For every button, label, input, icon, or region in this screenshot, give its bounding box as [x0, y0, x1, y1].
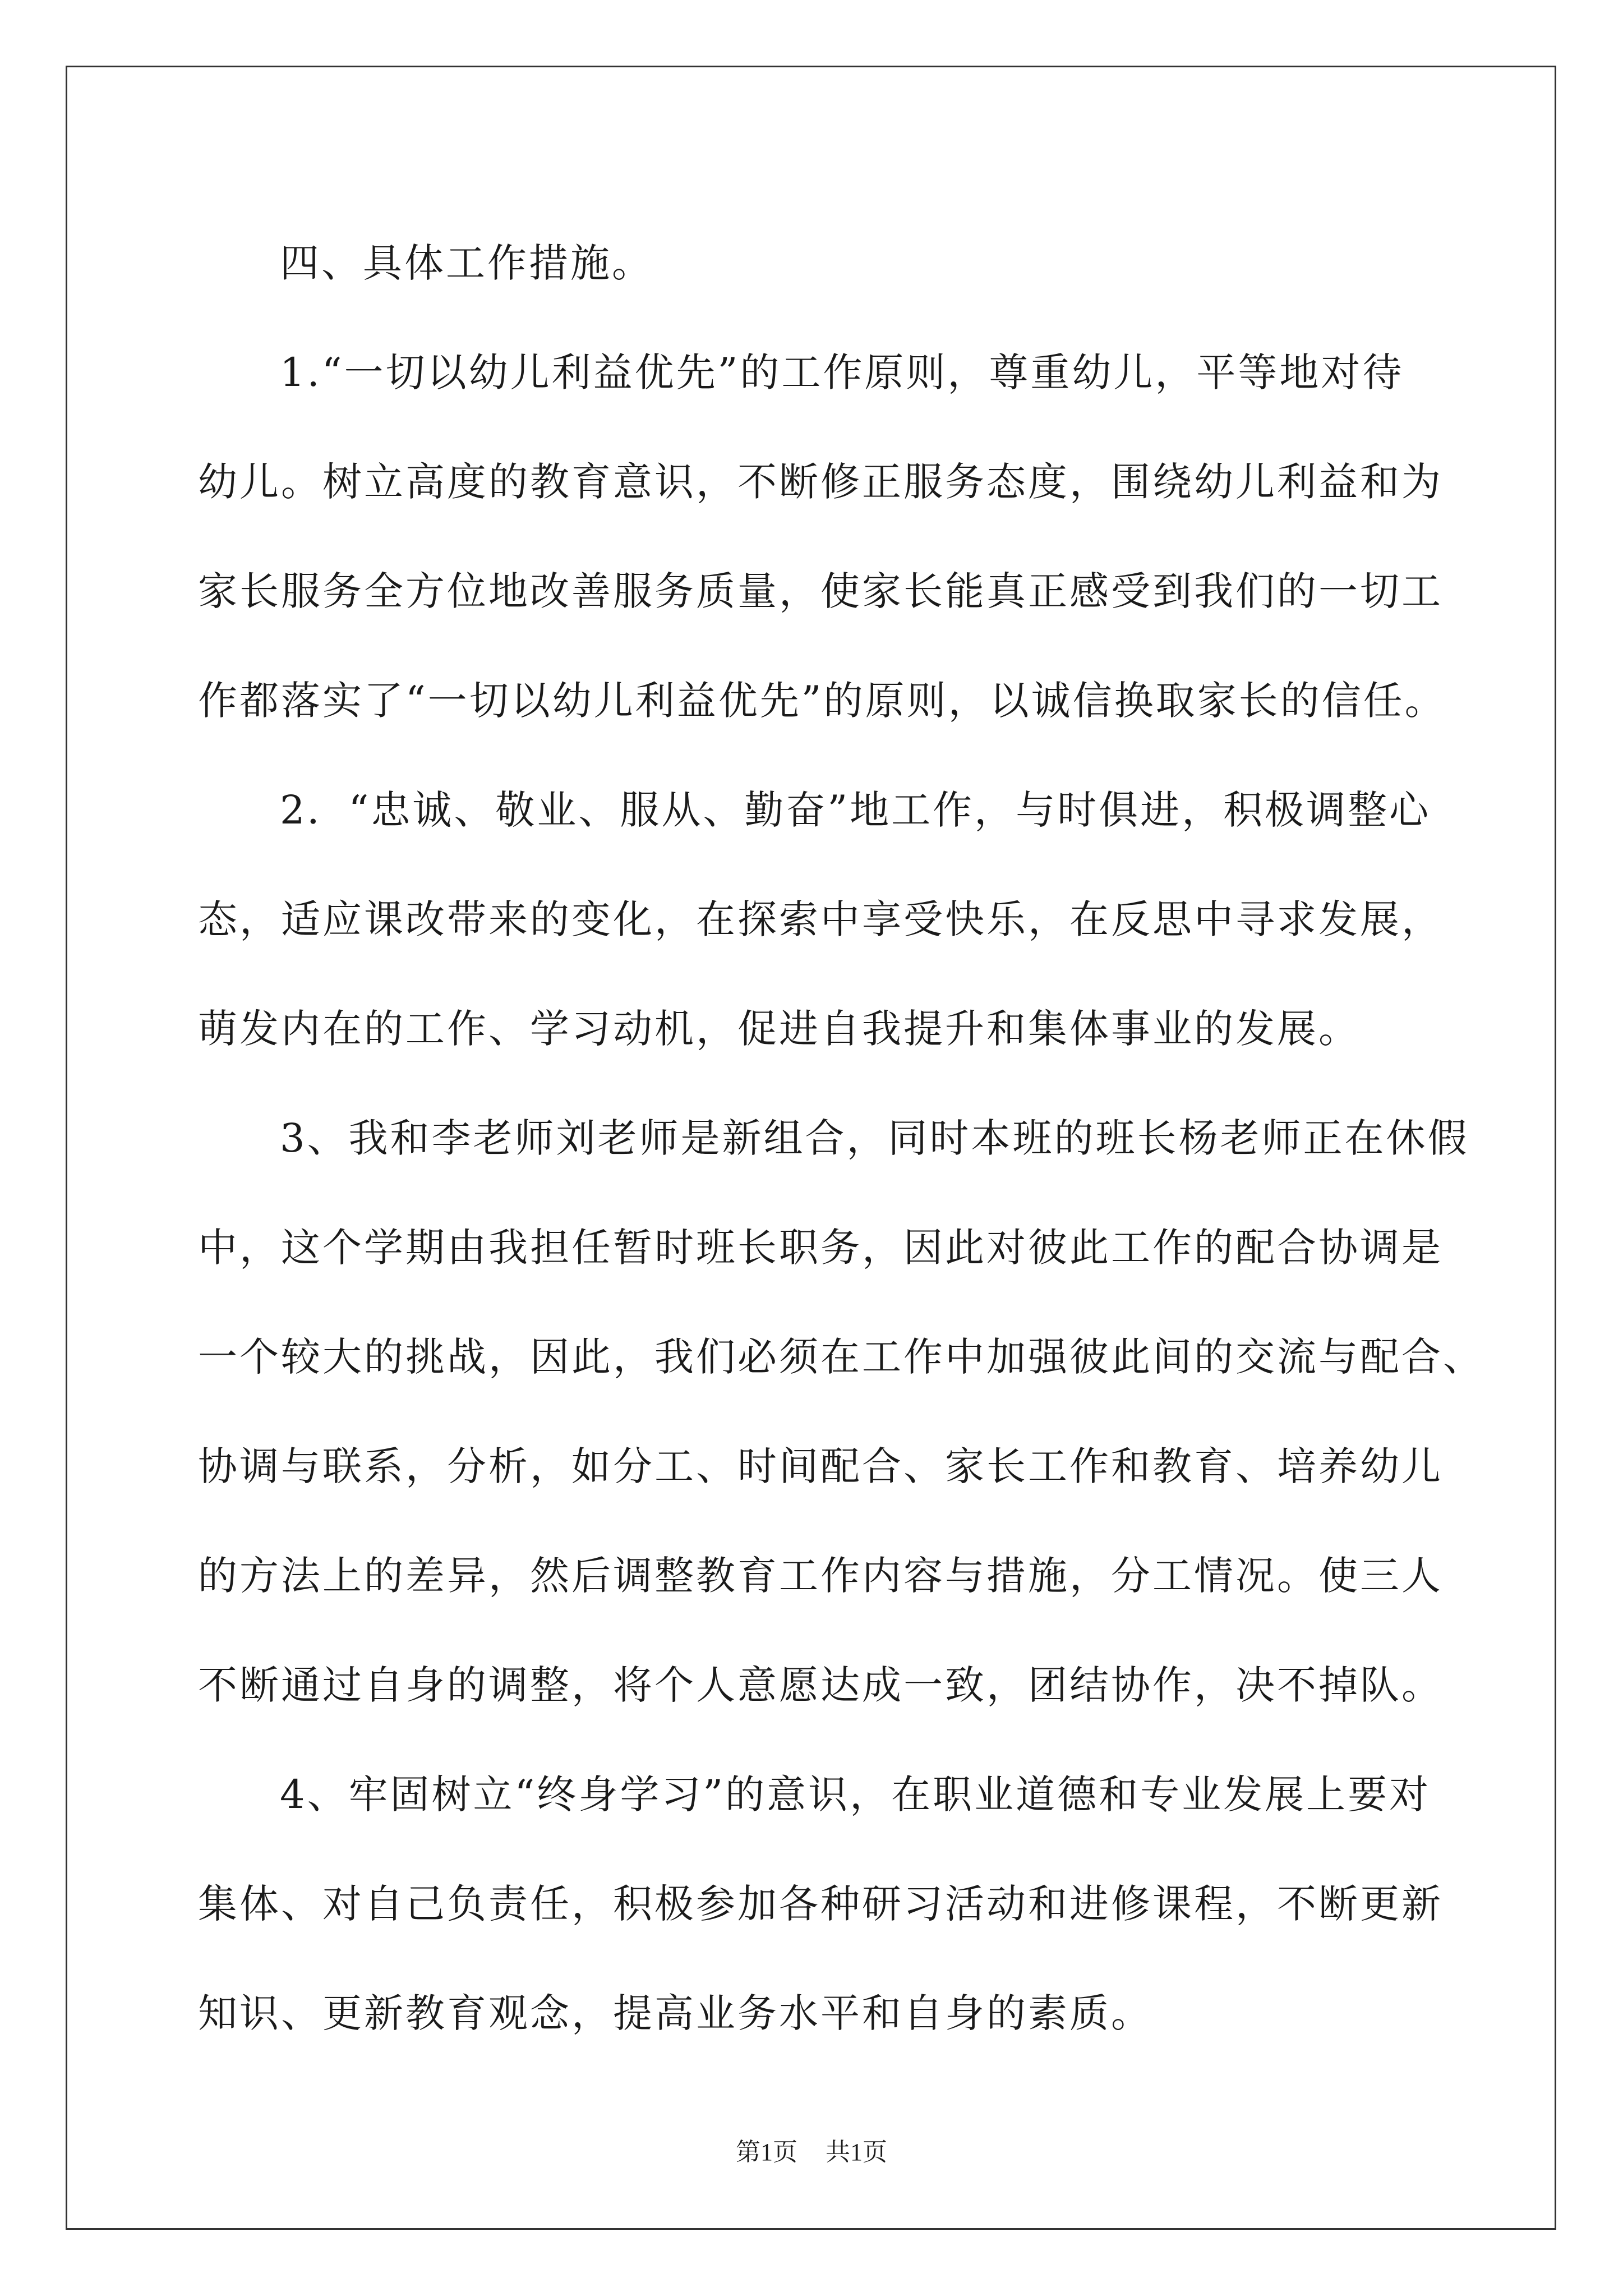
- page-number-current: 第1页: [736, 2138, 797, 2166]
- text-line: 2．“忠诚、敬业、服从、勤奋”地工作，与时俱进，积极调整心: [280, 787, 1431, 833]
- page-footer: [0, 2132, 1623, 2168]
- paragraph-heading: [198, 209, 1426, 318]
- text-line: 作都落实了“一切以幼儿利益优先”的原则，以诚信换取家长的信任。: [198, 678, 1446, 724]
- page-number-total: 共1页: [826, 2138, 887, 2166]
- text-line: 集体、对自己负责任，积极参加各种研习活动和进修课程，不断更新: [198, 1881, 1443, 1927]
- text-line: 家长服务全方位地改善服务质量，使家长能真正感受到我们的一切工: [198, 568, 1443, 614]
- document-body: [198, 209, 1484, 2068]
- text-line: 1.“一切以幼儿利益优先”的工作原则，尊重幼儿，平等地对待: [280, 349, 1404, 395]
- paragraph-3: [198, 1084, 1484, 1740]
- text-line: 的方法上的差异，然后调整教育工作内容与措施，分工情况。使三人: [198, 1553, 1443, 1599]
- text-line: 中，这个学期由我担任暂时班长职务，因此对彼此工作的配合协调是: [198, 1225, 1443, 1271]
- text-line: 幼儿。树立高度的教育意识，不断修正服务态度，围绕幼儿利益和为: [198, 459, 1443, 505]
- text-line: 知识、更新教育观念，提高业务水平和自身的素质。: [198, 1990, 1152, 2036]
- text-line: 不断通过自身的调整，将个人意愿达成一致，团结协作，决不掉队。: [198, 1662, 1443, 1708]
- text-line: 四、具体工作措施。: [280, 240, 653, 286]
- paragraph-4: [198, 1740, 1443, 2068]
- text-line: 态，适应课改带来的变化，在探索中享受快乐，在反思中寻求发展，: [198, 896, 1443, 942]
- text-line: 萌发内在的工作、学习动机，促进自我提升和集体事业的发展。: [198, 1006, 1360, 1052]
- text-line: 4、牢固树立“终身学习”的意识，在职业道德和专业发展上要对: [280, 1772, 1431, 1818]
- paragraph-2: [198, 756, 1443, 1084]
- paragraph-1: [198, 318, 1446, 756]
- text-line: 3、我和李老师刘老师是新组合，同时本班的班长杨老师正在休假: [280, 1115, 1469, 1161]
- text-line: 协调与联系，分析，如分工、时间配合、家长工作和教育、培养幼儿: [198, 1443, 1443, 1489]
- text-line: 一个较大的挑战，因此，我们必须在工作中加强彼此间的交流与配合、: [198, 1334, 1484, 1380]
